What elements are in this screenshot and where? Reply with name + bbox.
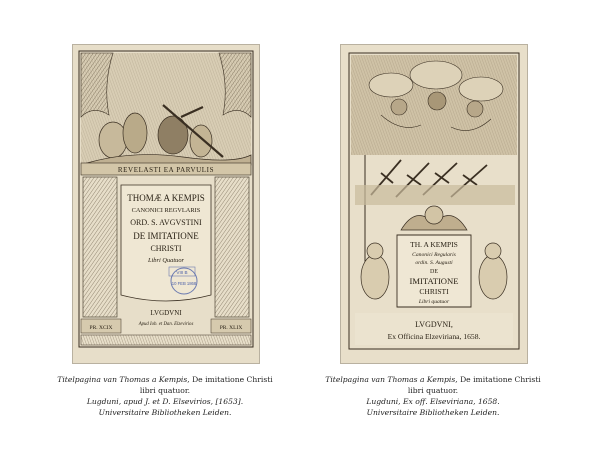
- title-line-6: CHRISTI: [419, 287, 449, 296]
- engraving-1658-artwork: [341, 45, 527, 363]
- caption-library: Universitaire Bibliotheken Leiden.: [366, 408, 500, 417]
- imprint-line-1: LVGDVNI,: [415, 320, 453, 329]
- stamp-line-1: VIII B: [176, 270, 188, 275]
- title-line-1: TH. A KEMPIS: [410, 240, 458, 249]
- title-line-4: DE: [430, 269, 438, 275]
- caption-title-italic: Titelpagina van Thomas a Kempis,: [57, 375, 190, 384]
- caption-title-roman: De imitatione Christi libri quatuor.: [407, 375, 541, 395]
- caption-imprint: Lugduni, apud J. et D. Elsevirios, [1653].: [86, 397, 244, 406]
- title-page-engraving-1658: [340, 44, 528, 364]
- imprint-line-2: Ex Officina Elzeviriana, 1658.: [387, 332, 481, 341]
- title-line-6: Libri Quatuor: [147, 257, 185, 264]
- pedestal-right-text: PR. XLIX: [219, 325, 243, 331]
- title-line-3: ordin. S. Augusti: [415, 260, 453, 266]
- banner-text: REVELASTI EA PARVULIS: [117, 166, 215, 174]
- stamp-line-2: 10 FEB 1868: [171, 281, 197, 286]
- title-line-5: IMITATIONE: [409, 276, 459, 286]
- title-line-1: THOMÆ A KEMPIS: [127, 193, 205, 203]
- imprint-line-1: LVGDVNI: [150, 309, 182, 317]
- title-line-2: CANONICI REGVLARIS: [131, 207, 201, 214]
- title-line-5: CHRISTI: [150, 244, 182, 253]
- engraving-1653-artwork: [73, 45, 259, 363]
- imprint-line-2: Apud Iob. et Dan. Elzevirios: [138, 322, 194, 327]
- title-line-4: DE IMITATIONE: [133, 231, 199, 241]
- title-line-3: ORD. S. AVGVSTINI: [130, 218, 202, 227]
- caption-library: Universitaire Bibliotheken Leiden.: [98, 408, 232, 417]
- caption-imprint: Lugduni, Ex off. Elseviriana, 1658.: [366, 397, 500, 406]
- caption-title-italic: Titelpagina van Thomas a Kempis,: [325, 375, 458, 384]
- caption-1658: [323, 374, 543, 418]
- pedestal-left-text: PR. XCIX: [89, 325, 113, 331]
- caption-title-roman: De imitatione Christi libri quatuor.: [139, 375, 273, 395]
- title-line-2: Canonici Regularis: [412, 252, 456, 258]
- title-page-engraving-1653: [72, 44, 260, 364]
- column-left: [83, 177, 117, 317]
- caption-1653: [55, 374, 275, 418]
- title-line-7: Libri quatuor: [418, 299, 450, 305]
- column-right: [215, 177, 249, 317]
